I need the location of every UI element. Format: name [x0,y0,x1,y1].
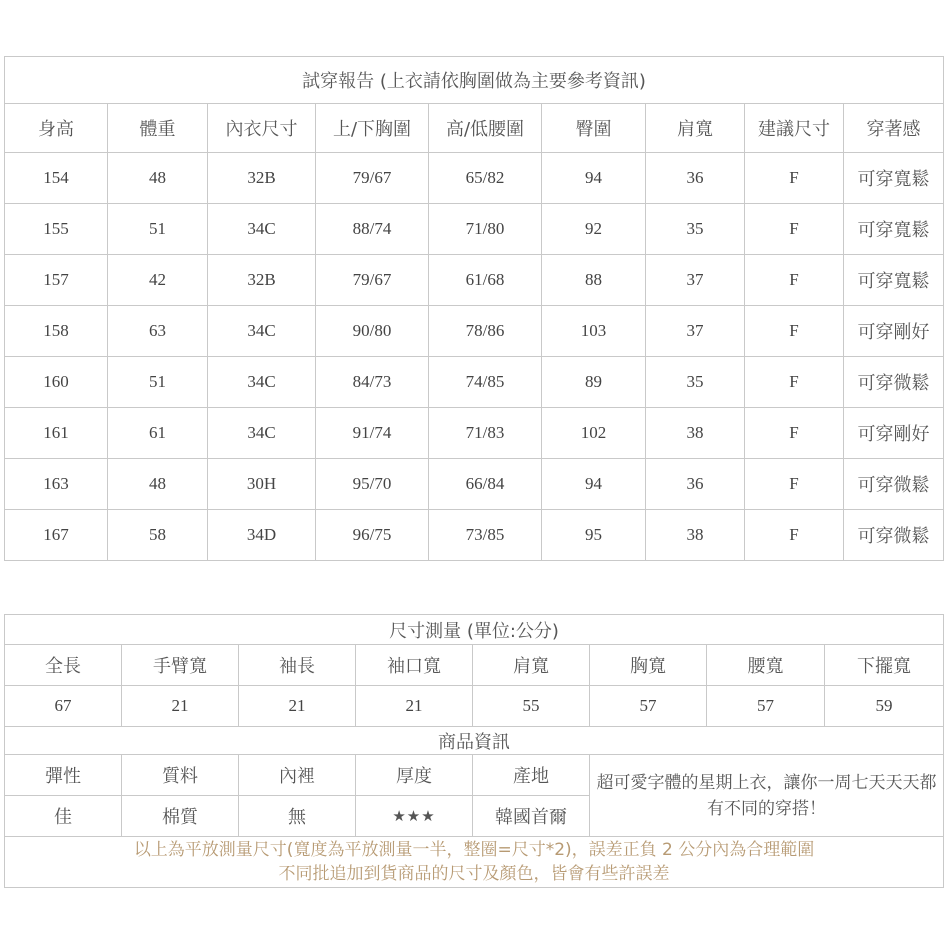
table-cell: 88/74 [316,204,429,255]
table-cell: F [745,357,844,408]
table-row [5,306,944,357]
table-cell: 65/82 [429,153,542,204]
header-cell: 身高 [5,104,108,153]
measure-header-cell: 手臂寬 [122,645,239,686]
table-cell: 71/80 [429,204,542,255]
thickness-rating: ★★★ [356,796,473,837]
table-cell: 63 [108,306,208,357]
product-info-title: 商品資訊 [5,727,944,755]
measure-header-cell: 肩寬 [473,645,590,686]
table-cell: 可穿寬鬆 [844,204,944,255]
header-cell: 臀圍 [542,104,646,153]
table-cell: 37 [646,306,745,357]
measurement-note [5,837,944,888]
measure-header-cell: 袖口寬 [356,645,473,686]
table-cell: 51 [108,204,208,255]
product-header-cell: 厚度 [356,755,473,796]
table-row [5,153,944,204]
table-cell: 可穿寬鬆 [844,153,944,204]
table-cell: 可穿剛好 [844,408,944,459]
note-line-1: 以上為平放測量尺寸(寬度為平放測量一半，整圈=尺寸*2)，誤差正負 2 公分內為合理範圍 [133,840,815,860]
measure-header-cell: 袖長 [239,645,356,686]
header-cell: 體重 [108,104,208,153]
table-cell: 36 [646,153,745,204]
table-cell: 163 [5,459,108,510]
table-cell: 73/85 [429,510,542,561]
table-cell: 102 [542,408,646,459]
table-cell: 155 [5,204,108,255]
measure-header-cell: 胸寬 [590,645,707,686]
measure-value-cell: 21 [239,686,356,727]
measure-value-cell: 57 [590,686,707,727]
table-cell: 35 [646,204,745,255]
table-cell: 61/68 [429,255,542,306]
table-cell: 84/73 [316,357,429,408]
table-cell: F [745,408,844,459]
header-cell: 建議尺寸 [745,104,844,153]
table-cell: 可穿寬鬆 [844,255,944,306]
table-cell: 94 [542,459,646,510]
measure-value-cell: 21 [356,686,473,727]
table-cell: F [745,153,844,204]
table-cell: 103 [542,306,646,357]
product-value-cell: 棉質 [122,796,239,837]
table-cell: 32B [208,255,316,306]
table-cell: 94 [542,153,646,204]
table-cell: 90/80 [316,306,429,357]
measure-value-cell: 55 [473,686,590,727]
table-row [5,459,944,510]
table-row [5,255,944,306]
measure-header-cell: 下擺寬 [825,645,944,686]
table-cell: 可穿微鬆 [844,510,944,561]
table-cell: 88 [542,255,646,306]
table-cell: 61 [108,408,208,459]
table-cell: 51 [108,357,208,408]
product-value-cell: 佳 [5,796,122,837]
table-cell: 可穿微鬆 [844,357,944,408]
product-header-cell: 內裡 [239,755,356,796]
table-cell: 38 [646,510,745,561]
table-cell: F [745,510,844,561]
table-cell: 79/67 [316,255,429,306]
table-cell: 89 [542,357,646,408]
table-cell: F [745,255,844,306]
table-cell: 161 [5,408,108,459]
note-line-2: 不同批追加到貨商品的尺寸及顏色，皆會有些許誤差 [278,864,670,884]
table-cell: 95 [542,510,646,561]
header-cell: 內衣尺寸 [208,104,316,153]
table-cell: 74/85 [429,357,542,408]
table-cell: 79/67 [316,153,429,204]
table-cell: 71/83 [429,408,542,459]
table-cell: 34C [208,357,316,408]
table-cell: 30H [208,459,316,510]
table-cell: 可穿剛好 [844,306,944,357]
table-cell: 66/84 [429,459,542,510]
table-cell: 96/75 [316,510,429,561]
measure-value-cell: 59 [825,686,944,727]
table-cell: 78/86 [429,306,542,357]
table-row [5,408,944,459]
product-value-cell: 無 [239,796,356,837]
product-description: 超可愛字體的星期上衣，讓你一周七天天天都有不同的穿搭！ [590,755,944,837]
table-cell: 32B [208,153,316,204]
measure-value-cell: 67 [5,686,122,727]
table-cell: 35 [646,357,745,408]
table-cell: 48 [108,153,208,204]
table-cell: F [745,306,844,357]
table-cell: 95/70 [316,459,429,510]
size-measurement-table [4,614,944,888]
measure-values-row [5,686,944,727]
table-cell: 92 [542,204,646,255]
table-cell: 58 [108,510,208,561]
product-header-cell: 彈性 [5,755,122,796]
measure-header-cell: 腰寬 [707,645,825,686]
trial-report-title: 試穿報告 (上衣請依胸圍做為主要參考資訊) [5,57,944,104]
table-cell: 167 [5,510,108,561]
table-cell: 158 [5,306,108,357]
table-cell: 34C [208,408,316,459]
table-cell: 38 [646,408,745,459]
header-cell: 高/低腰圍 [429,104,542,153]
table-cell: 34C [208,306,316,357]
trial-report-table [4,56,944,561]
product-value-cell: 韓國首爾 [473,796,590,837]
measure-header-cell: 全長 [5,645,122,686]
header-cell: 穿著感 [844,104,944,153]
measure-value-cell: 57 [707,686,825,727]
table-cell: 可穿微鬆 [844,459,944,510]
table-cell: 36 [646,459,745,510]
product-header-cell: 產地 [473,755,590,796]
table-cell: F [745,204,844,255]
table-cell: 42 [108,255,208,306]
table-cell: 37 [646,255,745,306]
table-cell: 154 [5,153,108,204]
table-cell: 34C [208,204,316,255]
table-row [5,357,944,408]
product-header-cell: 質料 [122,755,239,796]
table-cell: 34D [208,510,316,561]
size-measurement-title: 尺寸測量 (單位:公分) [5,615,944,645]
table-cell: 160 [5,357,108,408]
header-cell: 上/下胸圍 [316,104,429,153]
table-cell: 48 [108,459,208,510]
measure-value-cell: 21 [122,686,239,727]
table-row [5,510,944,561]
table-row [5,204,944,255]
table-cell: 91/74 [316,408,429,459]
table-cell: F [745,459,844,510]
table-cell: 157 [5,255,108,306]
header-cell: 肩寬 [646,104,745,153]
